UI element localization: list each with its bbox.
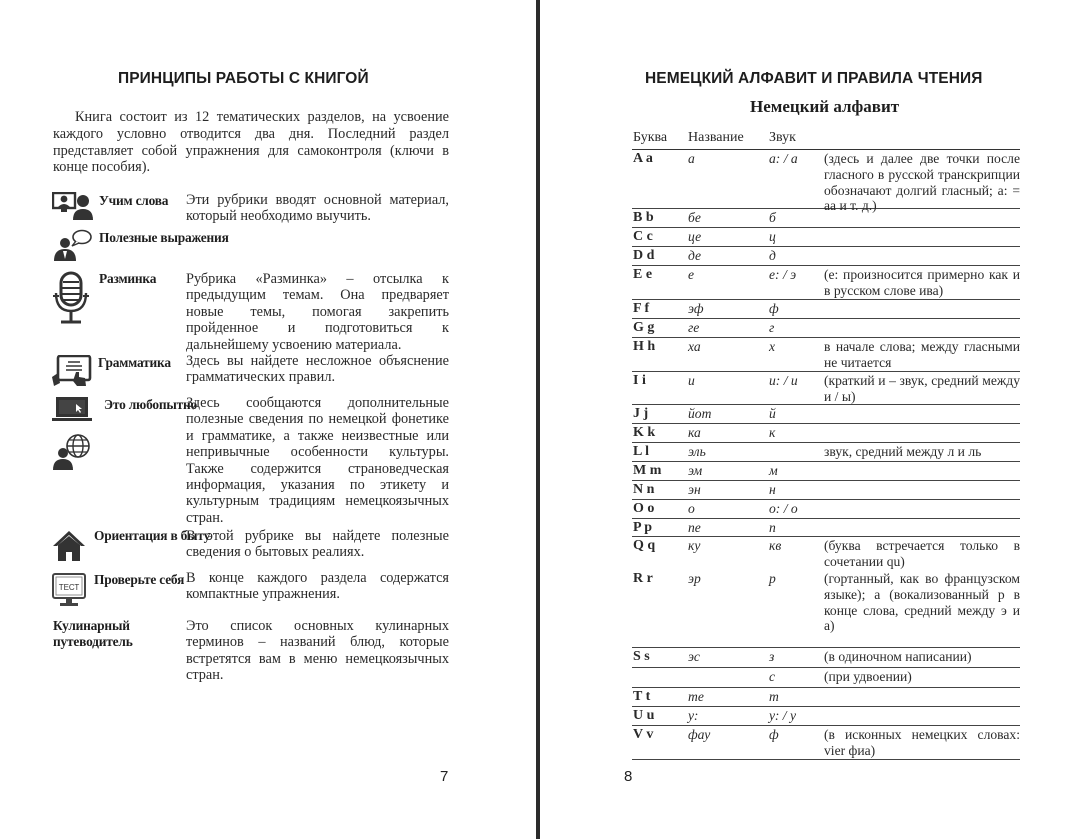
table-row [632, 209, 1020, 228]
sound-cell: х [769, 339, 776, 354]
name-cell: эль [688, 444, 706, 459]
name-cell: эф [688, 301, 704, 316]
sound-cell: з [769, 649, 775, 664]
alphabet-table [632, 128, 1020, 760]
page-number: 8 [624, 768, 633, 785]
letter-cell: N n [633, 482, 655, 497]
name-cell: ха [688, 339, 701, 354]
sound-cell: н [769, 482, 776, 497]
table-row [632, 247, 1020, 266]
letter-cell: Q q [633, 538, 656, 553]
rubric-description: Эти рубрики вводят основной материал, который необходимо выучить. [186, 192, 449, 225]
name-cell: йот [688, 406, 712, 421]
section-subtitle: Немецкий алфавит [750, 97, 900, 116]
letter-cell: G g [633, 320, 655, 335]
table-row [632, 462, 1020, 481]
table-row [632, 405, 1020, 424]
name-cell: ку [688, 538, 701, 553]
name-cell: те [688, 689, 704, 704]
letter-cell: U u [633, 708, 655, 723]
sound-cell: м [769, 463, 778, 478]
note-cell: в начале слова; между гласными не читается [824, 339, 1020, 370]
rubric-label: Проверьте себя [94, 572, 185, 587]
sound-cell: ф [769, 727, 779, 742]
rubric-label: Это любопытно [104, 397, 198, 412]
sound-cell: т [769, 689, 779, 704]
table-row [632, 338, 1020, 372]
left-page [0, 0, 536, 839]
name-cell: ка [688, 425, 701, 440]
table-header [632, 128, 1020, 150]
note-cell: (е: произносится примерно как и в русском слове ива) [824, 267, 1020, 298]
letter-cell: J j [633, 406, 649, 421]
name-cell: эм [688, 463, 703, 478]
sound-cell: с [769, 669, 776, 684]
letter-cell: P p [633, 520, 653, 535]
note-cell: (при удвоении) [824, 669, 912, 684]
sound-cell: ц [769, 229, 776, 244]
name-cell: и [688, 373, 695, 388]
note-cell: (гортанный, как во французском языке); а (вокализованный р в конце слова, средний между э и а) [824, 571, 1020, 634]
note-cell: (здесь и далее две точки после гласного в русской транскрипции обозначают долгий гласный; а: = аа и т. д.) [824, 151, 1020, 214]
note-cell: (краткий и – звук, средний между и / ы) [824, 373, 1020, 404]
laptop-globe-person-icon [52, 396, 94, 470]
table-row [632, 228, 1020, 247]
name-cell: эн [688, 482, 701, 497]
sound-cell: й [769, 406, 776, 421]
letter-cell: B b [633, 210, 654, 225]
rubric-label: Полезные выражения [99, 230, 229, 245]
table-row [632, 300, 1020, 319]
letter-cell: O o [633, 501, 655, 516]
note-cell: (в исконных немецких словах: vier фиа) [824, 727, 1020, 758]
name-cell: эр [688, 571, 701, 586]
note-cell: звук, средний между л и ль [824, 444, 982, 459]
house-icon [52, 530, 86, 562]
sound-cell: б [769, 210, 776, 225]
table-row [632, 443, 1020, 462]
table-row [632, 266, 1020, 300]
sound-cell: о: / о [769, 501, 798, 516]
name-cell: эс [688, 649, 700, 664]
letter-cell: L l [633, 444, 649, 459]
tablet-hand-icon [52, 355, 92, 387]
letter-cell: D d [633, 248, 655, 263]
intro-paragraph: Книга состоит из 12 тематических разделов, на усвоение каждого условно отводится два дня. Последний раздел представляет собой упражнения для самоконтроля (ключи в конце пособия). [53, 109, 449, 176]
sound-cell: и: / и [769, 373, 798, 388]
name-cell: де [688, 248, 702, 263]
right-page [540, 0, 1076, 839]
name-cell: е [688, 267, 695, 282]
letter-cell: E e [633, 267, 653, 282]
name-cell: пе [688, 520, 701, 535]
letter-cell: R r [633, 571, 653, 586]
name-cell: ге [688, 320, 700, 335]
letter-cell: H h [633, 339, 656, 354]
letter-cell: V v [633, 727, 654, 742]
rubric-label: Кулинарный путеводитель [53, 618, 133, 649]
column-header-sound: Звук [769, 130, 796, 145]
table-row [632, 537, 1020, 570]
letter-cell: M m [633, 463, 662, 478]
letter-cell: I i [633, 373, 646, 388]
table-row [632, 500, 1020, 519]
table-row [632, 519, 1020, 537]
letter-cell: C c [633, 229, 653, 244]
sound-cell: у: / у [769, 708, 796, 723]
sound-cell: г [769, 320, 775, 335]
microphone-icon [53, 271, 89, 325]
table-row [632, 726, 1020, 760]
page-title: НЕМЕЦКИЙ АЛФАВИТ И ПРАВИЛА ЧТЕНИЯ [645, 70, 983, 87]
letter-cell: F f [633, 301, 650, 316]
rubric-label: Учим слова [99, 193, 169, 208]
monitor-test-icon [52, 573, 86, 607]
speech-bubble-person-icon [52, 229, 94, 261]
letter-cell: S s [633, 649, 650, 664]
sound-cell: ф [769, 301, 779, 316]
letter-cell: A a [633, 151, 653, 166]
svg-text:ТЕСТ: ТЕСТ [58, 583, 80, 592]
sound-cell: а: / а [769, 151, 798, 166]
note-cell: (в одиночном написании) [824, 649, 972, 664]
table-row [632, 424, 1020, 443]
table-row [632, 707, 1020, 726]
sound-cell: р [769, 571, 776, 586]
letter-cell: K k [633, 425, 656, 440]
note-cell: (буква встречается только в сочетании qu) [824, 538, 1020, 569]
rubric-description: Рубрика «Разминка» – отсылка к предыдущим темам. Она предваряет новые темы, помогая закрепить пройденное и подготовиться к дальнейшему усвоению материала. [186, 271, 449, 353]
name-cell: бе [688, 210, 701, 225]
table-row [632, 150, 1020, 214]
rubric-description: В конце каждого раздела содержатся компактные упражнения. [186, 570, 449, 603]
name-cell: о [688, 501, 695, 516]
sound-cell: е: / э [769, 267, 797, 282]
rubric-description: Здесь сообщаются дополнительные полезные сведения по немецкой фонетике и грамматике, а также неизвестные или непривычные особенности культуры. Также содержится страноведческая информация, указания по этикету и культурным традициям немецкоязычных стран. [186, 395, 449, 526]
teacher-video-icon [52, 192, 94, 220]
name-cell: фау [688, 727, 711, 742]
letter-cell: T t [633, 689, 651, 704]
table-row [632, 570, 1020, 648]
table-row [632, 319, 1020, 338]
page-number: 7 [440, 768, 449, 785]
name-cell: це [688, 229, 702, 244]
sound-cell: п [769, 520, 776, 535]
sound-cell: д [769, 248, 776, 263]
column-header-name: Название [688, 130, 744, 145]
page-title: ПРИНЦИПЫ РАБОТЫ С КНИГОЙ [118, 70, 369, 87]
sound-cell: кв [769, 538, 782, 553]
rubric-description: Здесь вы найдете несложное объяснение грамматических правил. [186, 353, 449, 386]
rubric-label: Ориентация в быту [94, 528, 211, 543]
rubric-description: В этой рубрике вы найдете полезные сведения о бытовых реалиях. [186, 528, 449, 561]
rubric-label: Грамматика [98, 355, 171, 370]
rubric-label: Разминка [99, 271, 157, 286]
rubric-description: Это список основных кулинарных терминов – названий блюд, которые встретятся вам в меню немецкоязычных стран. [186, 618, 449, 684]
name-cell: у: [688, 708, 699, 723]
table-row [632, 372, 1020, 405]
table-row [632, 481, 1020, 500]
name-cell: а [688, 151, 695, 166]
table-row [632, 688, 1020, 707]
sound-cell: к [769, 425, 776, 440]
column-header-letter: Буква [633, 130, 668, 145]
table-row [632, 648, 1020, 668]
table-row [632, 668, 1020, 688]
